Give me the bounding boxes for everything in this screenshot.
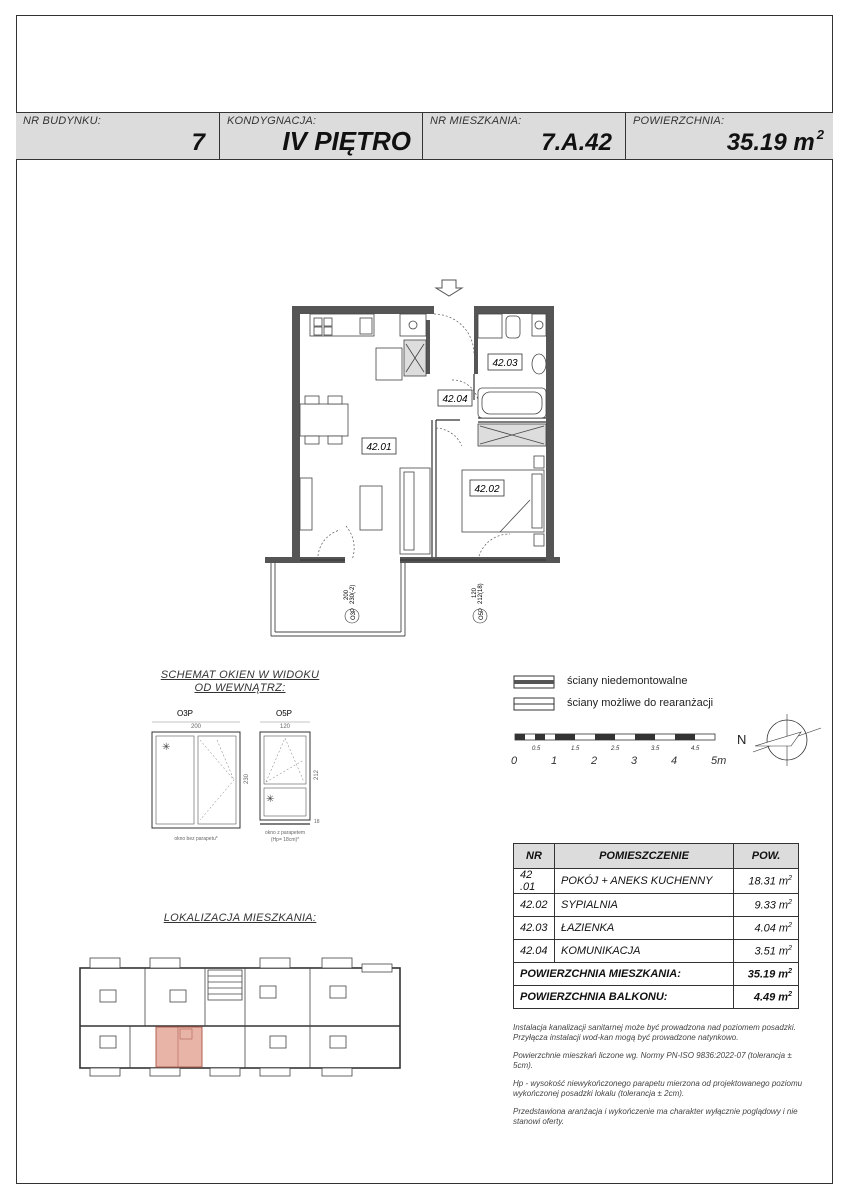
highlighted-apartment <box>156 1027 202 1067</box>
w1-height: 230 <box>244 773 250 784</box>
table-header-row <box>514 844 799 869</box>
apartment-total-row <box>514 963 799 986</box>
scale-bar <box>505 730 745 770</box>
room-label-42-03: 42.03 <box>492 358 518 369</box>
dining-set <box>300 396 348 444</box>
balcony-total-row <box>514 986 799 1009</box>
entrance-arrow-icon <box>436 280 462 296</box>
scale-minor-4: 4.5 <box>691 746 700 752</box>
w2-height: 212 <box>314 769 320 780</box>
table-row <box>514 894 799 917</box>
balcony-total-value <box>734 986 799 1009</box>
scale-major-1: 1 <box>551 755 558 767</box>
w1-note: okno bez parapetu* <box>174 836 218 842</box>
row-nr: 42.02 <box>514 894 555 917</box>
w2-width: 120 <box>279 724 291 730</box>
scale-major-2: 2 <box>591 755 598 767</box>
north-label: N <box>737 732 747 747</box>
kitchen-furniture <box>310 314 426 380</box>
location-plan <box>70 950 410 1090</box>
building-label: NR BUDYNKU: <box>23 115 101 127</box>
scale-major-3: 3 <box>631 755 638 767</box>
building-value: 7 <box>191 129 205 156</box>
window-schema-title-line1: SCHEMAT OKIEN W WIDOKU <box>160 669 320 681</box>
w2-note2: (Hp= 18cm)* <box>270 837 300 843</box>
area-unit: 2 <box>816 127 824 142</box>
w2-sill-height: 18 <box>314 819 320 825</box>
apartment-label: NR MIESZKANIA: <box>430 115 522 127</box>
scale-minor-0: 0.5 <box>532 746 541 752</box>
row-name: POKÓJ + ANEKS KUCHENNY <box>555 869 734 894</box>
row-area <box>734 917 799 940</box>
floor-label: KONDYGNACJA: <box>227 115 317 127</box>
row-name: KOMUNIKACJA <box>555 940 734 963</box>
apartment-total-unit: 2 <box>788 967 792 975</box>
apartment-total-label: POWIERZCHNIA MIESZKANIA: <box>514 963 734 986</box>
window-tags <box>344 583 487 623</box>
col-room: POMIESZCZENIE <box>555 844 734 869</box>
col-nr: NR <box>514 844 555 869</box>
note-disclaimer: Przedstawiona aranżacja i wykończenie ma charakter wyłącznie poglądowy i nie stanowi oferty. <box>513 1107 798 1126</box>
apartment-value: 7.A.42 <box>541 129 612 156</box>
scale-major-5: 5m <box>711 755 727 767</box>
col-area: POW. <box>734 844 799 869</box>
balcony <box>271 563 405 636</box>
scale-minor-1: 1.5 <box>571 746 580 752</box>
table-row <box>514 869 799 894</box>
w2-note1: okno z parapetem <box>264 830 306 836</box>
table-row <box>514 940 799 963</box>
note-area-standard: Powierzchnie mieszkań liczone wg. Normy PN-ISO 9836:2022-07 (tolerancja ± 5cm). <box>513 1051 792 1070</box>
balcony-total-unit: 2 <box>788 990 792 998</box>
window-dim-230: 230(-2) <box>350 584 356 604</box>
window-tag-o5p: O5P <box>479 607 485 620</box>
window-dim-200: 200 <box>344 589 350 600</box>
row-area-unit: 2 <box>788 874 792 882</box>
row-name: ŁAZIENKA <box>555 917 734 940</box>
apartment-total-number: 35.19 m <box>747 968 789 981</box>
w2-fixed-icon: ✳ <box>266 794 275 805</box>
wall-legend <box>512 674 562 714</box>
row-area-value: 18.31 m <box>748 875 789 888</box>
row-area-value: 3.51 m <box>754 945 789 958</box>
balcony-total-label: POWIERZCHNIA BALKONU: <box>514 986 734 1009</box>
row-area <box>734 894 799 917</box>
w2-name: O5P <box>275 709 293 718</box>
row-area <box>734 869 799 894</box>
row-area-value: 4.04 m <box>754 922 789 935</box>
scale-minor-2: 2.5 <box>611 746 620 752</box>
window-dim-212: 212(18) <box>478 583 484 604</box>
note-sill-height: Hp - wysokość niewykończonego parapetu mierzona od projektowanego poziomu wykończonej posadzki lokalu (tolerancja ± 2cm). <box>513 1079 803 1098</box>
window-dim-120: 120 <box>472 587 478 598</box>
apartment-total-value <box>734 963 799 986</box>
row-area-value: 9.33 m <box>754 899 789 912</box>
room-label-42-01: 42.01 <box>366 442 392 453</box>
room-label-42-02: 42.02 <box>474 484 500 495</box>
row-area-unit: 2 <box>788 944 792 952</box>
w1-width: 200 <box>190 724 202 730</box>
room-label-42-04: 42.04 <box>442 394 468 405</box>
area-value-text: 35.19 m <box>726 129 815 156</box>
area-label: POWIERZCHNIA: <box>633 115 725 127</box>
window-schema-title-line2: OD WEWNĄTRZ: <box>194 682 286 694</box>
row-name: SYPIALNIA <box>555 894 734 917</box>
w1-name: O3P <box>176 709 194 718</box>
row-area-unit: 2 <box>788 898 792 906</box>
north-arrow-icon <box>735 712 825 772</box>
living-furniture <box>300 468 430 554</box>
scale-major-4: 4 <box>671 755 678 767</box>
legend-item-rearrangeable: ściany możliwe do rearanżacji <box>567 697 714 709</box>
row-area <box>734 940 799 963</box>
floor-value: IV PIĘTRO <box>282 126 411 156</box>
scale-major-0: 0 <box>511 755 518 767</box>
row-nr: 42.04 <box>514 940 555 963</box>
window-schema <box>140 700 340 860</box>
table-row <box>514 917 799 940</box>
scale-minor-3: 3.5 <box>651 746 660 752</box>
room-table <box>513 843 799 1009</box>
bedroom-bed <box>462 456 544 546</box>
row-nr: 42.03 <box>514 917 555 940</box>
bathroom-fixtures <box>478 314 546 446</box>
note-sewage: Instalacja kanalizacji sanitarnej może być prowadzona nad poziomem posadzki. Przyłącza instalacji wod-kan mogą być prowadzone natynkowo. <box>513 1023 796 1042</box>
w1-fixed-icon: ✳ <box>162 742 171 753</box>
row-area-unit: 2 <box>788 921 792 929</box>
window-tag-o3p: O3P <box>351 607 357 620</box>
window-schema-title <box>150 669 330 695</box>
balcony-total-number: 4.49 m <box>753 991 789 1004</box>
location-title: LOKALIZACJA MIESZKANIA: <box>163 912 317 924</box>
row-nr: 42 .01 <box>514 869 555 894</box>
legend-item-fixed: ściany niedemontowalne <box>567 675 688 687</box>
